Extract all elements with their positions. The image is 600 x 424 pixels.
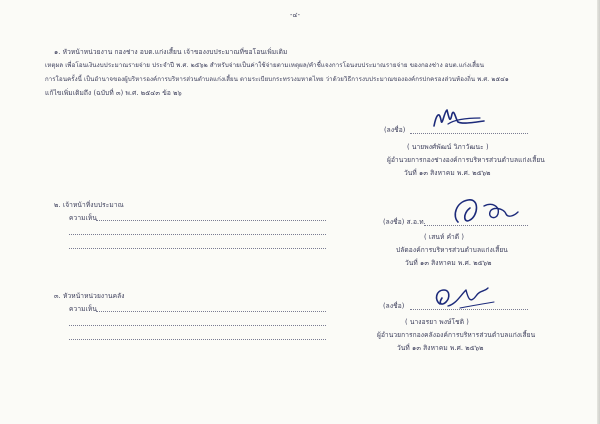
section-2-signer-position: ปลัดองค์การบริหารส่วนตำบลแก่งเสี้ยน: [396, 246, 508, 254]
section-1-sign-label: (ลงชื่อ): [384, 126, 406, 134]
section-3-signature: [430, 284, 500, 312]
section-1-reason-line-2: การโอนครั้งนี้ เป็นอำนาจของผู้บริหารองค์การบริหารส่วนตำบลแก่งเสี้ยน ตามระเบียบกระทรวงมหาดไทย ว่าด้วยวิธีการงบประมาณขององค์กรปกครองส่วนท้องถิ่น พ.ศ. ๒๕๔๑: [45, 76, 509, 83]
section-2-date: วันที่ ๑๓ สิงหาคม พ.ศ. ๒๕๖๒: [405, 259, 492, 267]
section-2-signer-name: ( เสนห์ คำดี ): [424, 233, 465, 241]
section-3-opinion-label: ความเห็น: [69, 305, 97, 313]
page-number: -๔-: [290, 11, 301, 19]
section-1-heading: ๑. หัวหน้าหน่วยงาน กองช่าง อบต.แก่งเสี้ยน เจ้าของงบประมาณที่ขอโอนเพิ่มเติม: [54, 48, 288, 56]
section-1-signature: [430, 106, 490, 132]
section-2-opinion-line: [69, 248, 326, 249]
section-2-heading: ๒. เจ้าหน้าที่งบประมาณ: [54, 201, 124, 209]
section-1-reason-line-3: แก้ไขเพิ่มเติมถึง (ฉบับที่ ๓) พ.ศ. ๒๕๔๓ ข้อ ๒๖: [45, 89, 182, 97]
section-3-opinion-line: [69, 325, 326, 326]
section-2-sign-label: (ลงชื่อ) ส.อ.ท.: [383, 218, 426, 226]
section-2-opinion-label: ความเห็น: [69, 214, 97, 222]
section-1-reason-line-1: เหตุผล เพื่อโอนเงินงบประมาณรายจ่าย ประจำปี พ.ศ. ๒๕๖๒ สำหรับจ่ายเป็นค่าใช้จ่ายตามเหตุผล/คำชี้แจงการโอนงบประมาณรายจ่าย ของกองช่าง อบต.แก่งเสี้ยน: [45, 62, 485, 69]
section-2-opinion-line: [96, 220, 326, 221]
section-2-opinion-line: [69, 234, 326, 235]
section-2-signature: [448, 196, 528, 228]
section-3-opinion-line: [96, 311, 326, 312]
section-1-signature-line: [410, 133, 528, 134]
section-1-signer-name: ( นายพงศ์พัฒน์ วิภาวัฒนะ ): [407, 143, 489, 151]
section-3-date: วันที่ ๑๓ สิงหาคม พ.ศ. ๒๕๖๒: [397, 344, 484, 352]
section-3-signer-name: ( นางอรยา พงษ์โชติ ): [405, 318, 469, 326]
section-3-signer-position: ผู้อำนวยการกองคลังองค์การบริหารส่วนตำบลแก่งเสี้ยน: [377, 331, 536, 339]
section-3-sign-label: (ลงชื่อ): [383, 302, 405, 310]
section-1-signer-position: ผู้อำนวยการกองช่างองค์การบริหารส่วนตำบลแก่งเสี้ยน: [387, 156, 545, 164]
section-3-heading: ๓. หัวหน้าหน่วยงานคลัง: [54, 292, 125, 300]
section-1-date: วันที่ ๑๓ สิงหาคม พ.ศ. ๒๕๖๒: [404, 169, 491, 177]
section-3-opinion-line: [69, 339, 326, 340]
